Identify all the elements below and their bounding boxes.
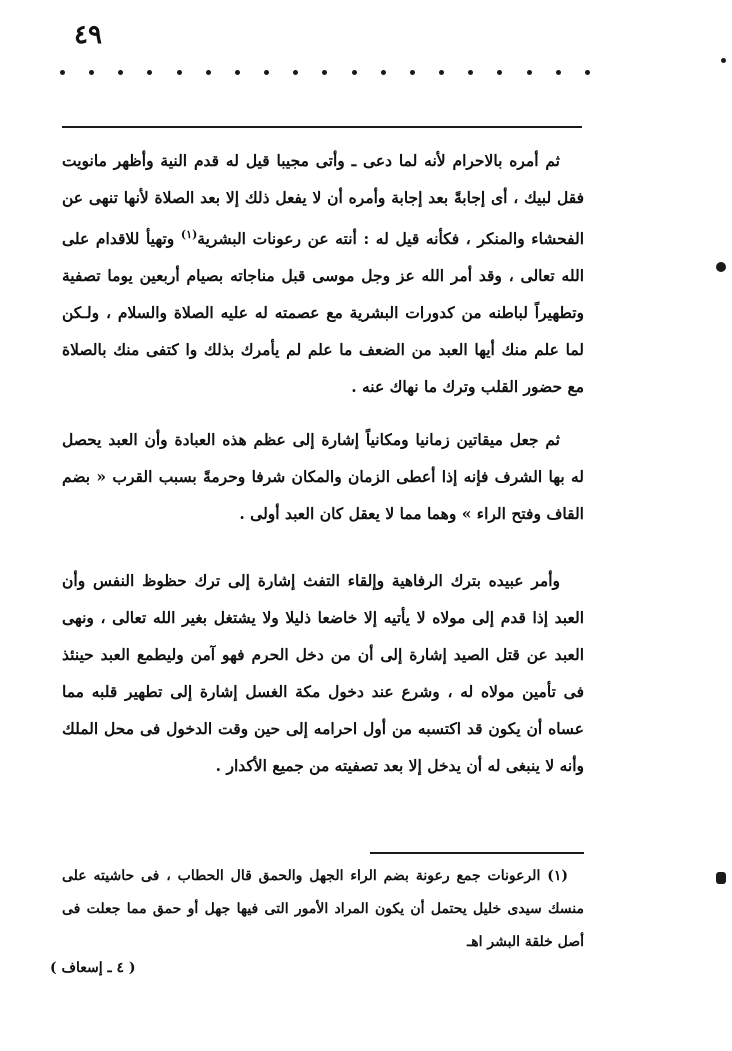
separator-dot (352, 70, 357, 75)
separator-dot (60, 70, 65, 75)
paragraph-3: وأمر عبيده بترك الرفاهية وإلقاء التفث إشارة إلى ترك حظوظ النفس وأن العبد إذا قدم إلى مولاه لا يأتيه إلا خاضعا ذليلا ولا يشتغل بغير الله تعالى ، ونهى العبد عن قتل الصيد إشارة إلى أن من دخل الحرم فهو آمن وليطمع العبد حينئذ فى تأمين مولاه له ، وشرع عند دخول مكة الغسل إشارة إلى تطهير قلبه مما عساه أن يكون قد اكتسبه من أول احرامه إلى حين وقت الدخول فى محل الملك وأنه لا ينبغى له أن يدخل إلا بعد تصفيته من جميع الأكدار . (62, 571, 584, 776)
separator-dot (527, 70, 532, 75)
dotted-separator (60, 70, 590, 80)
main-text (62, 142, 584, 784)
separator-dot (556, 70, 561, 75)
scan-speck (716, 872, 726, 884)
footnote-rule (370, 852, 584, 854)
separator-dot (322, 70, 327, 75)
paragraph-1-text: ثم أمره بالاحرام لأنه لما دعى ـ وأتى مجيبا قيل له قدم النية وأظهر مانويت فقل لبيك ، أى إجابةً بعد إجابة وأمره أن لا يفعل ذلك إلا بعد الصلاة لأنها تنهى عن الفحشاء والمنكر ، فكأنه قيل له : أنته عن رعونات البشرية (62, 151, 585, 249)
scan-speck (721, 58, 726, 63)
paragraph-1 (62, 142, 584, 405)
separator-dot (89, 70, 94, 75)
separator-dot (293, 70, 298, 75)
separator-dot (235, 70, 240, 75)
separator-dot (381, 70, 386, 75)
footnote-text: (١) الرعونات جمع رعونة بضم الراء الجهل والحمق قال الحطاب ، فى حاشيته على منسك سيدى خليل يحتمل أن يكون المراد الأمور التى فيها جهل أو حمق مما جعلت فى أصل خلقة البشر اهـ (62, 868, 584, 950)
signature-mark: ( ٤ ـ إسعاف ) (50, 960, 136, 976)
separator-dot (206, 70, 211, 75)
paragraph-1-continued: وتهيأ للاقدام على الله تعالى ، وقد أمر الله عز وجل موسى قبل مناجاته بصيام أربعين يوما تصفية وتطهيراً لباطنه من كدورات البشرية مع عصمته له عليه الصلاة والسلام ، ولـكن لما علم منك أيها العبد من الضعف ما علم لم يأمرك بذلك وا كتفى منك بالصلاة مع حضور القلب وترك ما نهاك عنه . (62, 229, 584, 397)
paragraph-2: ثم جعل ميقاتين زمانيا ومكانياً إشارة إلى عظم هذه العبادة وأن العبد يحصل له بها الشرف فإنه إذا أعطى الزمان والمكان شرفا وحرمةً بسبب القرب « بضم القاف وفتح الراء » وهما مما لا يعقل كان العبد أولى . (62, 430, 584, 524)
scan-speck (716, 262, 726, 272)
separator-dot (118, 70, 123, 75)
separator-dot (177, 70, 182, 75)
separator-dot (497, 70, 502, 75)
separator-dot (439, 70, 444, 75)
page-number: ٤٩ (74, 20, 102, 50)
header-rule (62, 126, 582, 128)
footnote-marker: (١) (180, 228, 198, 241)
separator-dot (585, 70, 590, 75)
separator-dot (264, 70, 269, 75)
separator-dot (147, 70, 152, 75)
footnote (62, 860, 584, 959)
separator-dot (410, 70, 415, 75)
separator-dot (468, 70, 473, 75)
